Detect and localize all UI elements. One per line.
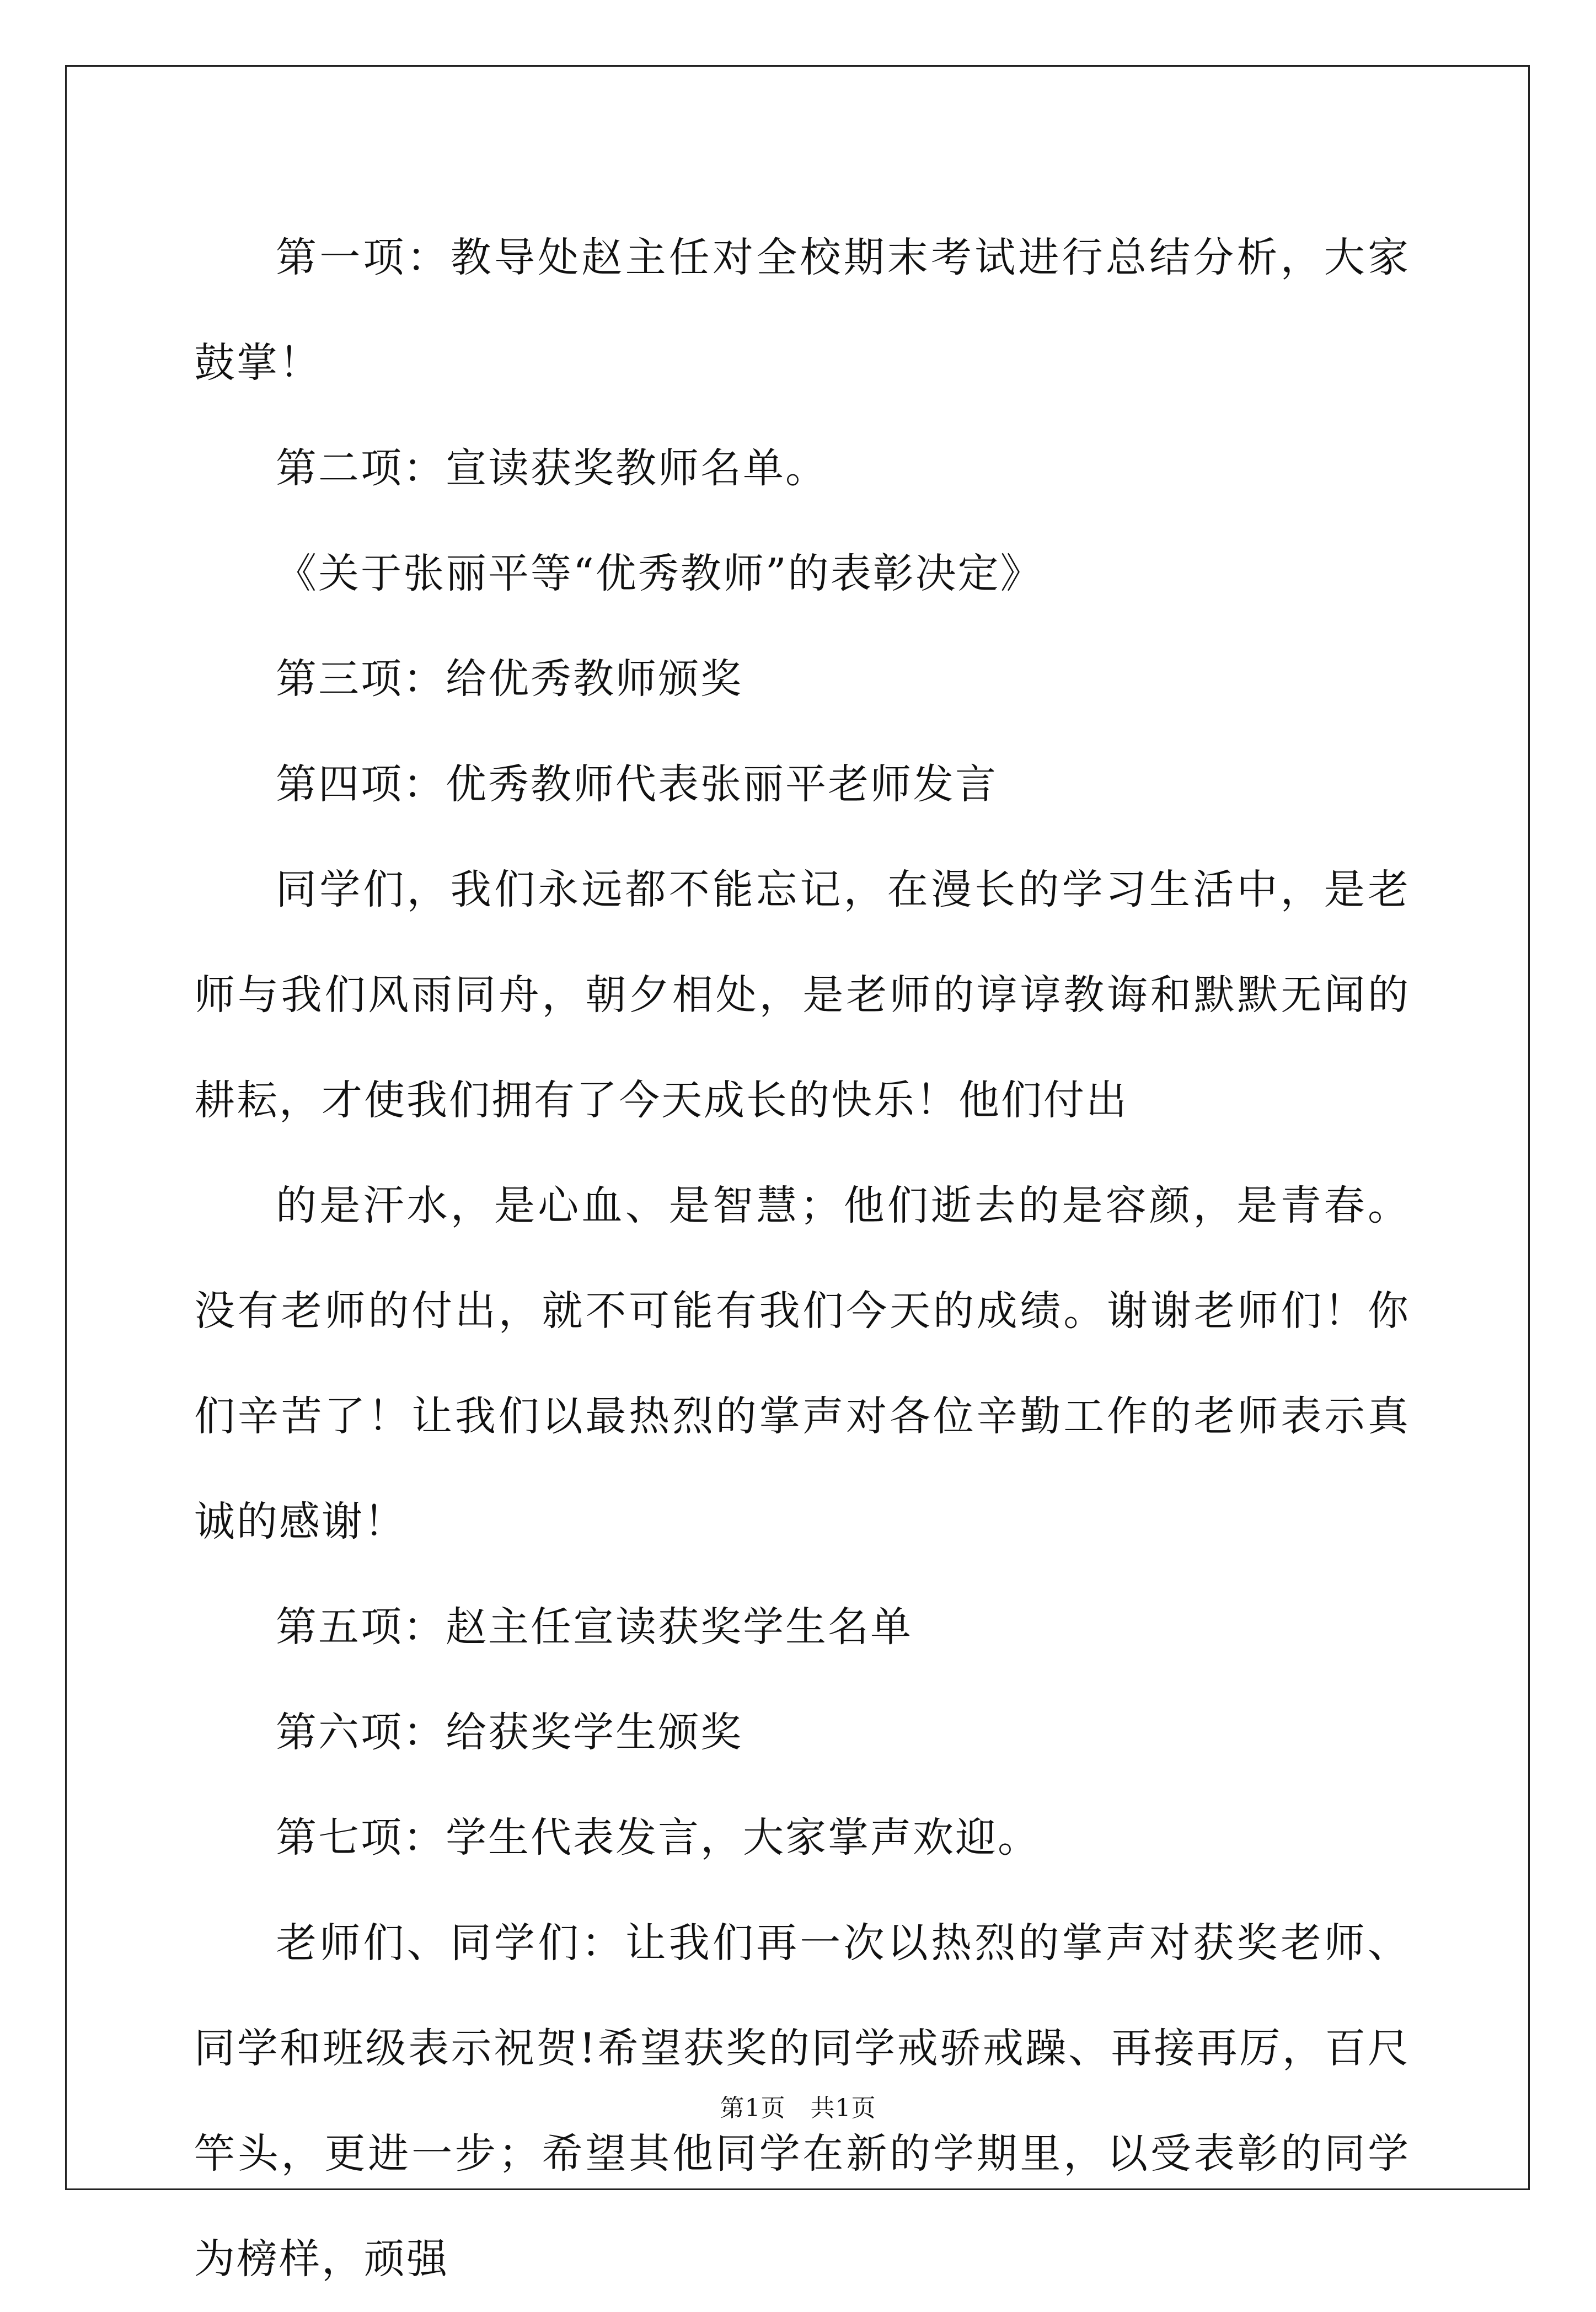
paragraph-4: 第三项：给优秀教师颁奖 bbox=[276, 655, 743, 703]
page-footer: 第1页 共1页 bbox=[720, 2094, 876, 2122]
paragraph-1: 第一项：教导处赵主任对全校期末考试进行总结分析，大家鼓掌！ bbox=[194, 234, 1410, 387]
paragraph-7: 的是汗水，是心血、是智慧；他们逝去的是容颜，是青春。没有老师的付出，就不可能有我们今天的成绩。谢谢老师们！你们辛苦了！让我们以最热烈的掌声对各位辛勤工作的老师表示真诚的感谢！ bbox=[194, 1182, 1410, 1545]
paragraph-9: 第六项：给获奖学生颁奖 bbox=[276, 1709, 743, 1756]
paragraph-5: 第四项：优秀教师代表张丽平老师发言 bbox=[276, 761, 998, 808]
paragraph-6: 同学们，我们永远都不能忘记，在漫长的学习生活中，是老师与我们风雨同舟，朝夕相处，是老师的谆谆教诲和默默无闻的耕耘，才使我们拥有了今天成长的快乐！他们付出 bbox=[194, 866, 1410, 1124]
paragraph-11: 老师们、同学们：让我们再一次以热烈的掌声对获奖老师、同学和班级表示祝贺!希望获奖的同学戒骄戒躁、再接再厉，百尺竿头，更进一步；希望其他同学在新的学期里，以受表彰的同学为榜样，顽强 bbox=[194, 1919, 1410, 2283]
paragraph-3: 《关于张丽平等“优秀教师”的表彰决定》 bbox=[276, 550, 1043, 597]
paragraph-8: 第五项：赵主任宣读获奖学生名单 bbox=[276, 1603, 913, 1651]
paragraph-10: 第七项：学生代表发言，大家掌声欢迎。 bbox=[276, 1814, 1040, 1861]
paragraph-2: 第二项：宣读获奖教师名单。 bbox=[276, 445, 828, 492]
document-body bbox=[194, 205, 1410, 2312]
